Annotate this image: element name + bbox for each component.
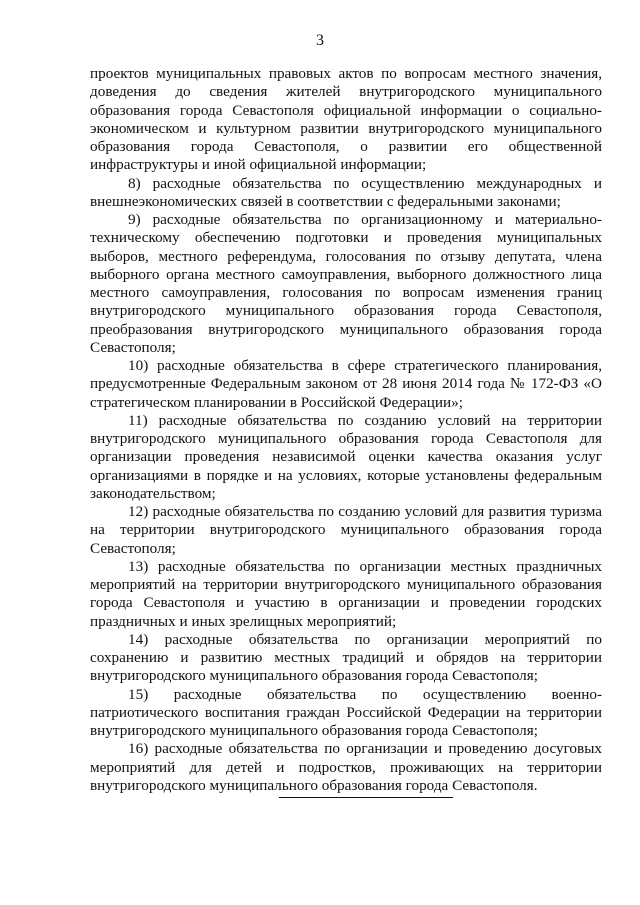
paragraph-item-8: 8) расходные обязательства по осуществлению международных и внешнеэкономических связей в соответствии с федеральными законами; [90,174,602,210]
paragraph-item-9: 9) расходные обязательства по организационному и материально-техническому обеспечению подготовки и проведения муниципальных выборов, местного референдума, голосования по отзыву депутата, члена выборного органа местного самоуправления, выборного должностного лица местного самоуправления, голосования по вопросам изменения границ внутригородского муниципального образования города Севастополя, преобразования внутригородского муниципального образования города Севастополя; [90,211,602,356]
paragraph-item-12: 12) расходные обязательства по созданию условий для развития туризма на территории внутригородского муниципального образования города Севастополя; [90,503,602,557]
page-number: 3 [316,32,324,49]
paragraph-continuation: проектов муниципальных правовых актов по вопросам местного значения, доведения до сведения жителей внутригородского муниципального образования города Севастополя официальной информации о социально-экономическом и культурном развитии внутригородского муниципального образования города Севастополя, о развитии его общественной инфраструктуры и иной официальной информации; [90,65,602,174]
paragraph-item-14: 14) расходные обязательства по организации мероприятий по сохранению и развитию местных традиций и обрядов на территории внутригородского муниципального образования города Севастополя; [90,630,602,685]
document-body [90,65,602,795]
paragraph-item-13: 13) расходные обязательства по организации местных праздничных мероприятий на территории внутригородского муниципального образования города Севастополя и участию в организации и проведении городских праздничных и иных зрелищных мероприятий; [90,557,602,630]
closing-divider-line [279,797,453,798]
paragraph-item-15: 15) расходные обязательства по осуществлению военно-патриотического воспитания граждан Российской Федерации на территории внутригородского муниципального образования города Севастополя; [90,685,602,739]
paragraph-item-10: 10) расходные обязательства в сфере стратегического планирования, предусмотренные Федеральным законом от 28 июня 2014 года № 172-ФЗ «О стратегическом планировании в Российской Федерации»; [90,357,602,411]
paragraph-item-11: 11) расходные обязательства по созданию условий на территории внутригородского муниципального образования города Севастополя для организации проведения независимой оценки качества оказания услуг организациями в порядке и на условиях, которые установлены федеральным законодательством; [90,411,602,502]
paragraph-item-16: 16) расходные обязательства по организации и проведению досуговых мероприятий для детей и подростков, проживающих на территории внутригородского муниципального образования города Севастополя. [90,740,602,794]
